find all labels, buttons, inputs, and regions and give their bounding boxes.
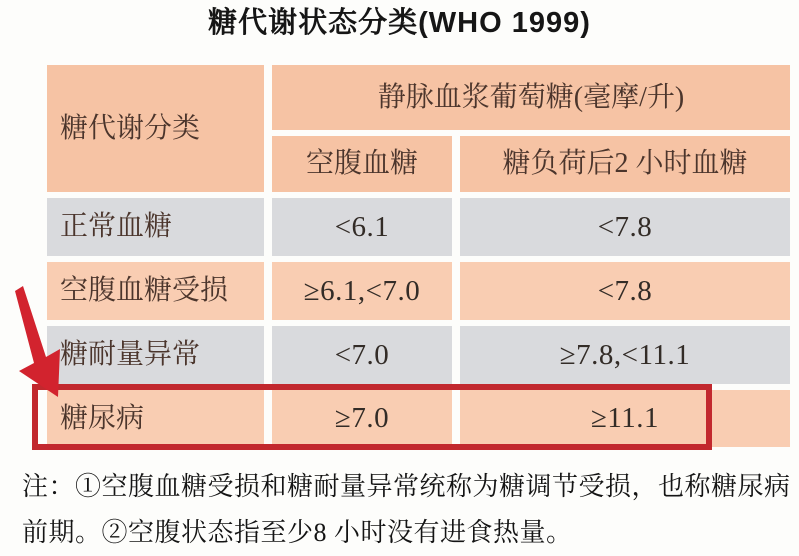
row-diabetes-postload-value: ≥11.1 — [460, 390, 790, 447]
row-diabetes-fasting-value: ≥7.0 — [272, 390, 452, 447]
group-header-venous-plasma-glucose: 静脉血浆葡萄糖(毫摩/升) — [272, 65, 790, 130]
row-ifg-label: 空腹血糖受损 — [47, 262, 264, 320]
row-normal-label: 正常血糖 — [47, 198, 264, 256]
row-igt-label: 糖耐量异常 — [47, 326, 264, 384]
page-title: 糖代谢状态分类(WHO 1999) — [208, 7, 591, 39]
footnote — [22, 464, 797, 556]
corner-header-metabolism-class: 糖代谢分类 — [47, 65, 264, 192]
row-diabetes-label: 糖尿病 — [47, 390, 264, 447]
diabetes-row-highlight-box — [32, 384, 712, 450]
footnote-line-1: 注：①空腹血糖受损和糖耐量异常统称为糖调节受损，也称糖尿病 — [22, 472, 791, 501]
row-ifg-postload-value: <7.8 — [460, 262, 790, 320]
row-igt-postload-value: ≥7.8,<11.1 — [460, 326, 790, 384]
row-normal-fasting-value: <6.1 — [272, 198, 452, 256]
row-normal-postload-value: <7.8 — [460, 198, 790, 256]
row-igt-fasting-value: <7.0 — [272, 326, 452, 384]
footnote-line-2: 前期。②空腹状态指至少8 小时没有进食热量。 — [22, 518, 573, 547]
subheader-fasting-glucose: 空腹血糖 — [272, 136, 452, 192]
row-ifg-fasting-value: ≥6.1,<7.0 — [272, 262, 452, 320]
subheader-2h-post-load-glucose: 糖负荷后2 小时血糖 — [460, 136, 790, 192]
